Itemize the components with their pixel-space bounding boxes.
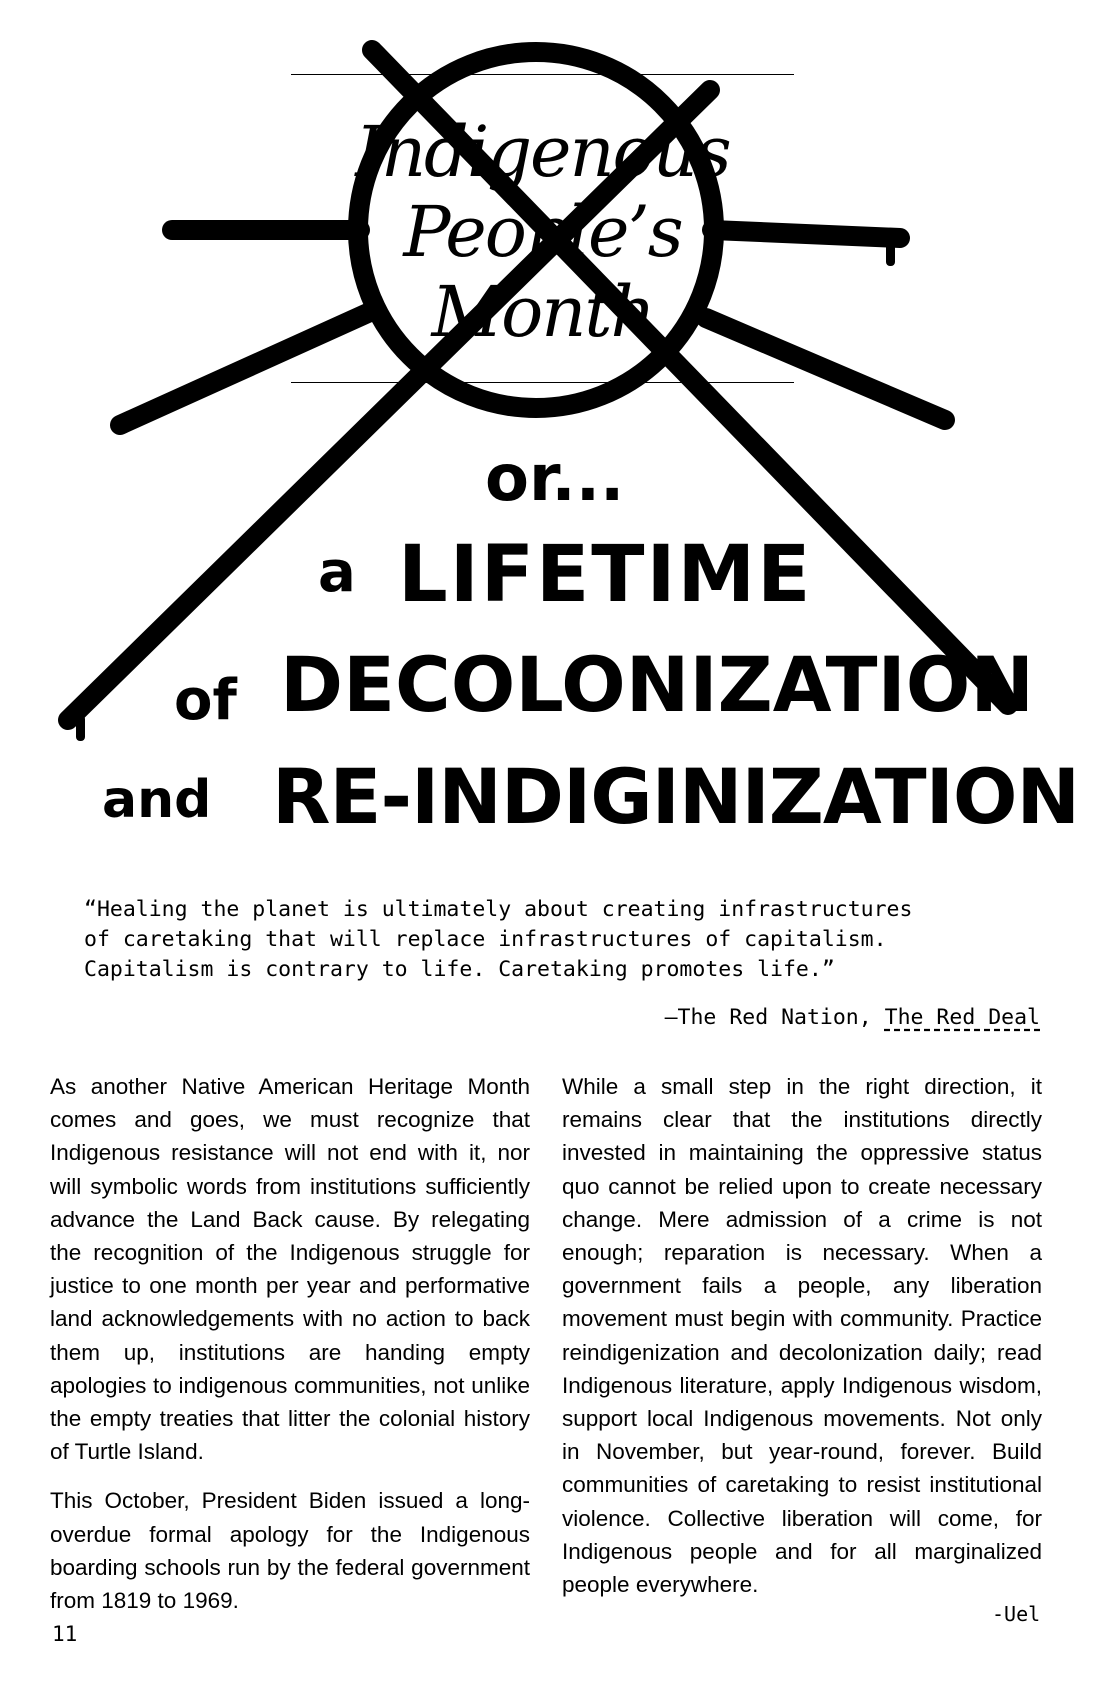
stencil-a: a bbox=[318, 540, 356, 605]
article-column-left bbox=[50, 1070, 530, 1633]
stencil-of: of bbox=[174, 668, 237, 733]
paint-drip bbox=[886, 238, 895, 266]
body-paragraph: This October, President Biden issued a long-overdue formal apology for the Indigenous boarding schools run by the federal government from 1819 to 1969. bbox=[50, 1488, 530, 1614]
stencil-or: or... bbox=[485, 442, 625, 516]
title-rule-top bbox=[291, 74, 794, 75]
page-number: 11 bbox=[52, 1622, 78, 1646]
stencil-lifetime: LIFETIME bbox=[398, 530, 813, 620]
stencil-decolonization: DECOLONIZATION bbox=[280, 640, 1034, 729]
article-column-right bbox=[562, 1070, 1042, 1617]
attribution-source: —The Red Nation, bbox=[664, 1005, 885, 1030]
author-signature: -Uel bbox=[992, 1602, 1041, 1626]
page-title-line-3: Month bbox=[431, 271, 654, 353]
attribution-work-title: The Red Deal bbox=[884, 1005, 1040, 1030]
page-title-line-2: People’s bbox=[403, 191, 682, 273]
stencil-and: and bbox=[102, 770, 212, 830]
quote-attribution bbox=[665, 1003, 1040, 1033]
page-title-line-1: Indigenous bbox=[355, 111, 730, 193]
body-paragraph: While a small step in the right direction, it remains clear that the institutions directly invested in maintaining the oppressive status quo cannot be relied upon to create necessary change. Mere admission of a crime is not enough; reparation is necessary. When a government fails a people, any liberation movement must begin with community. Practice reindigenization and decolonization daily; read Indigenous literature, apply Indigenous wisdom, support local Indigenous movements. Not only in November, but year-round, forever. Build communities of caretaking to resist institutional violence. Collective liberation will come, for Indigenous people and for all marginalized people everywhere. bbox=[562, 1074, 1042, 1598]
stencil-re-indiginization: RE-INDIGINIZATION bbox=[272, 752, 1080, 841]
epigraph-quote: “Healing the planet is ultimately about creating infrastructures of caretaking that will replace infrastructures of capitalism. Capitalism is contrary to life. Caretaking promotes life.” bbox=[84, 897, 913, 982]
body-paragraph: As another Native American Heritage Month comes and goes, we must recognize that Indigenous resistance will not end with it, nor will symbolic words from institutions sufficiently advance the Land Back cause. By relegating the recognition of the Indigenous struggle for justice to one month per year and performative land acknowledgements with no action to back them up, institutions are handing empty apologies to indigenous communities, not unlike the empty treaties that litter the colonial history of Turtle Island. bbox=[50, 1074, 530, 1465]
title-rule-bottom bbox=[291, 382, 794, 383]
paint-drip bbox=[76, 715, 85, 741]
